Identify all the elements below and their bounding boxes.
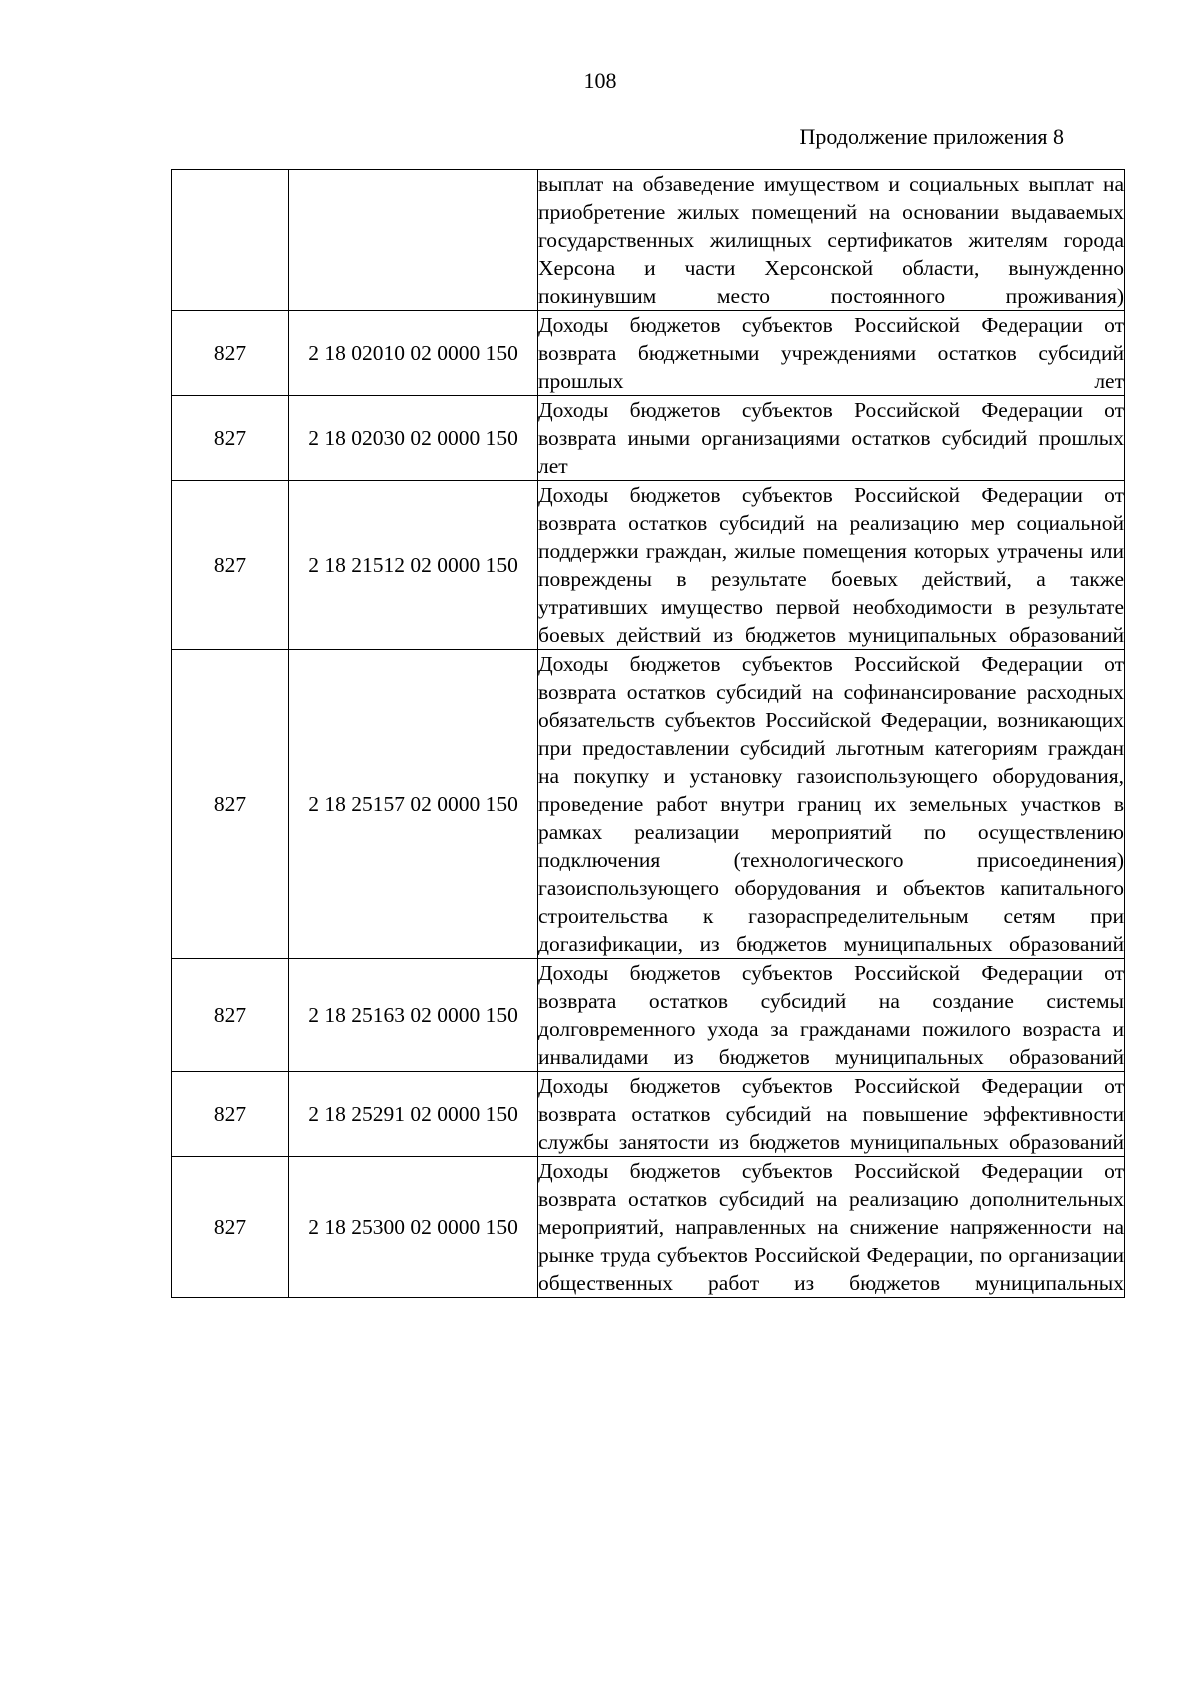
description-cell: [538, 481, 1125, 650]
admin-code-cell: 827: [172, 650, 289, 959]
description-text: Доходы бюджетов субъектов Российской Федерации от возврата остатков субсидий на создание системы долговременного ухода за гражданами пожилого возраста и инвалидами из бюджетов муниципальных образований: [538, 961, 1124, 1069]
table-row: [172, 1157, 1125, 1298]
description-cell: [538, 396, 1125, 481]
description-text: Доходы бюджетов субъектов Российской Федерации от возврата остатков субсидий на повышение эффективности службы занятости из бюджетов муниципальных образований: [538, 1074, 1124, 1154]
description-text: Доходы бюджетов субъектов Российской Федерации от возврата остатков субсидий на реализацию мер социальной поддержки граждан, жилые помещения которых утрачены или повреждены в результате боевых действий, а также утративших имущество первой необходимости в результате боевых действий из бюджетов муниципальных образований: [538, 483, 1124, 647]
description-text: выплат на обзаведение имуществом и социальных выплат на приобретение жилых помещений на основании выдаваемых государственных жилищных сертификатов жителям города Херсона и части Херсонской области, вынужденно покинувшим место постоянного проживания): [538, 172, 1124, 308]
admin-code-cell: 827: [172, 396, 289, 481]
table-row: [172, 650, 1125, 959]
budget-classification-code-cell: 2 18 21512 02 0000 150: [289, 481, 538, 650]
appendix-continuation-title: Продолжение приложения 8: [799, 124, 1064, 149]
table-row: [172, 311, 1125, 396]
description-cell: [538, 959, 1125, 1072]
table-row: [172, 481, 1125, 650]
description-cell: [538, 1072, 1125, 1157]
admin-code-cell: 827: [172, 311, 289, 396]
page-number: 108: [583, 68, 617, 93]
budget-classification-code-cell: 2 18 02030 02 0000 150: [289, 396, 538, 481]
budget-classification-code-cell: [289, 170, 538, 311]
budget-classification-code-cell: 2 18 25291 02 0000 150: [289, 1072, 538, 1157]
description-text: Доходы бюджетов субъектов Российской Федерации от возврата остатков субсидий на реализацию дополнительных мероприятий, направленных на снижение напряженности на рынке труда субъектов Российской Федерации, по организации общественных работ из бюджетов муниципальных: [538, 1159, 1124, 1295]
description-cell: [538, 170, 1125, 311]
admin-code-cell: 827: [172, 481, 289, 650]
table-row: [172, 396, 1125, 481]
description-text: Доходы бюджетов субъектов Российской Федерации от возврата бюджетными учреждениями остатков субсидий прошлых лет: [538, 313, 1124, 393]
admin-code-cell: 827: [172, 959, 289, 1072]
budget-classification-code-cell: 2 18 02010 02 0000 150: [289, 311, 538, 396]
budget-classification-code-cell: 2 18 25163 02 0000 150: [289, 959, 538, 1072]
description-cell: [538, 1157, 1125, 1298]
admin-code-cell: 827: [172, 1072, 289, 1157]
budget-revenue-table: [171, 169, 1125, 1298]
budget-classification-code-cell: 2 18 25300 02 0000 150: [289, 1157, 538, 1298]
table-row: [172, 1072, 1125, 1157]
description-text: Доходы бюджетов субъектов Российской Федерации от возврата иными организациями остатков субсидий прошлых лет: [538, 398, 1124, 478]
description-cell: [538, 311, 1125, 396]
description-text: Доходы бюджетов субъектов Российской Федерации от возврата остатков субсидий на софинансирование расходных обязательств субъектов Российской Федерации, возникающих при предоставлении субсидий льготным категориям граждан на покупку и установку газоиспользующего оборудования, проведение работ внутри границ их земельных участков в рамках реализации мероприятий по осуществлению подключения (технологического присоединения) газоиспользующего оборудования и объектов капитального строительства к газораспределительным сетям при догазификации, из бюджетов муниципальных образований: [538, 652, 1124, 956]
admin-code-cell: [172, 170, 289, 311]
description-cell: [538, 650, 1125, 959]
admin-code-cell: 827: [172, 1157, 289, 1298]
table-row: [172, 959, 1125, 1072]
table-row: [172, 170, 1125, 311]
budget-classification-code-cell: 2 18 25157 02 0000 150: [289, 650, 538, 959]
